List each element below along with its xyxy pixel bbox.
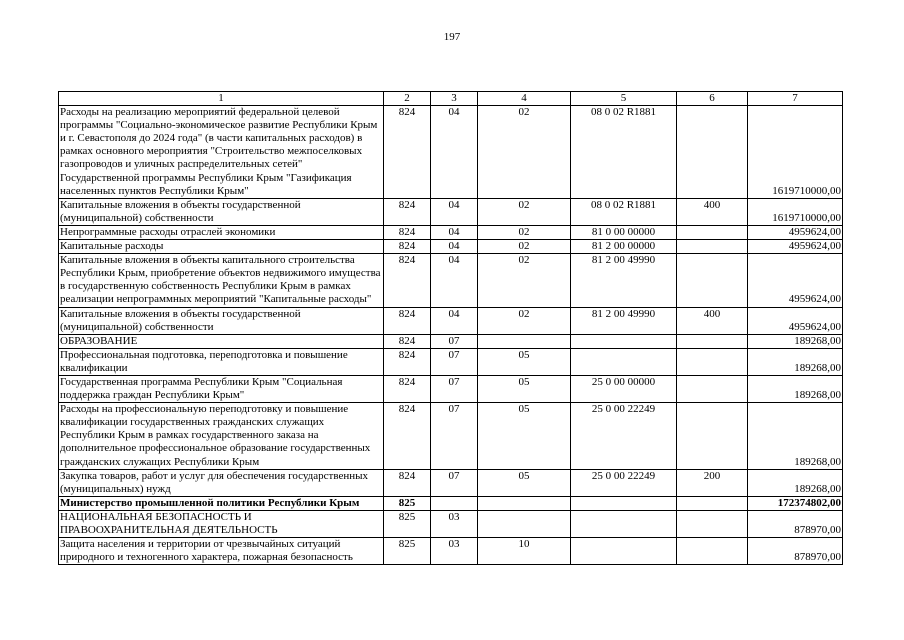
section-code-cell: 04 [431,307,478,334]
target-article-code-cell [571,538,677,565]
amount-cell: 878970,00 [748,538,843,565]
expense-type-code-cell [677,496,748,510]
ministry-code-cell: 824 [384,240,431,254]
amount-cell: 172374802,00 [748,496,843,510]
target-article-code-cell: 25 0 00 22249 [571,403,677,469]
ministry-code-cell: 824 [384,403,431,469]
column-header: 7 [748,92,843,106]
expense-name-cell: НАЦИОНАЛЬНАЯ БЕЗОПАСНОСТЬ И ПРАВООХРАНИТЕЛЬНАЯ ДЕЯТЕЛЬНОСТЬ [59,510,384,537]
target-article-code-cell: 81 2 00 49990 [571,254,677,307]
expense-name-cell: Капитальные вложения в объекты капитального строительства Республики Крым, приобретение объектов недвижимого имущества в государственную собственность Республики Крым в рамках реализации непрограммных мероприятий "Капитальные расходы" [59,254,384,307]
table-row [59,198,843,225]
expense-name-cell: ОБРАЗОВАНИЕ [59,334,384,348]
target-article-code-cell: 25 0 00 00000 [571,375,677,402]
target-article-code-cell: 81 2 00 49990 [571,307,677,334]
section-code-cell: 04 [431,225,478,239]
subsection-code-cell: 05 [478,375,571,402]
expense-name-cell: Расходы на реализацию мероприятий федеральной целевой программы "Социально-экономическое развитие Республики Крым и г. Севастополя до 2024 года" (в части капитальных расходов) в рамках основного мероприятия "Строительство межпоселковых газопроводов и уличных распределительных сетей" Государственной программы Республики Крым "Газификация населенных пунктов Республики Крым" [59,106,384,199]
ministry-code-cell: 824 [384,106,431,199]
section-code-cell: 04 [431,240,478,254]
amount-cell: 189268,00 [748,403,843,469]
target-article-code-cell [571,496,677,510]
expense-type-code-cell [677,348,748,375]
target-article-code-cell: 08 0 02 R1881 [571,106,677,199]
expense-name-cell: Профессиональная подготовка, переподготовка и повышение квалификации [59,348,384,375]
target-article-code-cell [571,334,677,348]
ministry-code-cell: 825 [384,538,431,565]
ministry-code-cell: 825 [384,496,431,510]
column-header: 4 [478,92,571,106]
table-row [59,469,843,496]
subsection-code-cell: 02 [478,254,571,307]
expense-type-code-cell [677,334,748,348]
expense-name-cell: Капитальные вложения в объекты государственной (муниципальной) собственности [59,307,384,334]
table-row [59,307,843,334]
ministry-code-cell: 824 [384,254,431,307]
table-row [59,403,843,469]
expense-name-cell: Закупка товаров, работ и услуг для обеспечения государственных (муниципальных) нужд [59,469,384,496]
target-article-code-cell: 25 0 00 22249 [571,469,677,496]
table-row [59,538,843,565]
amount-cell: 189268,00 [748,334,843,348]
subsection-code-cell [478,334,571,348]
section-code-cell: 07 [431,403,478,469]
expense-type-code-cell [677,240,748,254]
subsection-code-cell: 05 [478,403,571,469]
expense-type-code-cell: 200 [677,469,748,496]
table-row [59,225,843,239]
table-row [59,254,843,307]
table-row [59,496,843,510]
expense-type-code-cell [677,375,748,402]
expense-name-cell: Непрограммные расходы отраслей экономики [59,225,384,239]
target-article-code-cell [571,510,677,537]
ministry-code-cell: 824 [384,307,431,334]
column-header: 2 [384,92,431,106]
section-code-cell: 07 [431,375,478,402]
amount-cell: 4959624,00 [748,225,843,239]
expense-type-code-cell: 400 [677,307,748,334]
table-row [59,348,843,375]
subsection-code-cell: 02 [478,307,571,334]
expense-type-code-cell [677,225,748,239]
amount-cell: 1619710000,00 [748,198,843,225]
expense-type-code-cell: 400 [677,198,748,225]
section-code-cell: 07 [431,469,478,496]
section-code-cell: 04 [431,106,478,199]
column-header: 3 [431,92,478,106]
section-code-cell: 04 [431,254,478,307]
section-code-cell: 07 [431,348,478,375]
table-row [59,106,843,199]
column-header-row [59,92,843,106]
subsection-code-cell: 05 [478,469,571,496]
expense-name-cell: Государственная программа Республики Крым "Социальная поддержка граждан Республики Крым" [59,375,384,402]
section-code-cell [431,496,478,510]
amount-cell: 4959624,00 [748,240,843,254]
ministry-code-cell: 824 [384,348,431,375]
page-number: 197 [443,31,461,43]
amount-cell: 878970,00 [748,510,843,537]
expense-type-code-cell [677,403,748,469]
budget-table [58,91,843,565]
target-article-code-cell: 81 0 00 00000 [571,225,677,239]
amount-cell: 189268,00 [748,348,843,375]
subsection-code-cell: 10 [478,538,571,565]
amount-cell: 189268,00 [748,469,843,496]
amount-cell: 1619710000,00 [748,106,843,199]
target-article-code-cell: 81 2 00 00000 [571,240,677,254]
expense-name-cell: Капитальные вложения в объекты государственной (муниципальной) собственности [59,198,384,225]
subsection-code-cell: 02 [478,198,571,225]
amount-cell: 4959624,00 [748,307,843,334]
section-code-cell: 07 [431,334,478,348]
ministry-code-cell: 824 [384,198,431,225]
expense-type-code-cell [677,254,748,307]
subsection-code-cell: 02 [478,106,571,199]
subsection-code-cell: 05 [478,348,571,375]
amount-cell: 189268,00 [748,375,843,402]
section-code-cell: 03 [431,510,478,537]
target-article-code-cell [571,348,677,375]
column-header: 6 [677,92,748,106]
section-code-cell: 03 [431,538,478,565]
ministry-code-cell: 824 [384,375,431,402]
subsection-code-cell: 02 [478,225,571,239]
table-row [59,334,843,348]
subsection-code-cell: 02 [478,240,571,254]
table-row [59,510,843,537]
table-row [59,375,843,402]
expense-name-cell: Министерство промышленной политики Республики Крым [59,496,384,510]
ministry-code-cell: 824 [384,469,431,496]
ministry-code-cell: 824 [384,334,431,348]
expense-type-code-cell [677,510,748,537]
table-row [59,240,843,254]
expense-name-cell: Капитальные расходы [59,240,384,254]
column-header: 5 [571,92,677,106]
target-article-code-cell: 08 0 02 R1881 [571,198,677,225]
subsection-code-cell [478,496,571,510]
budget-table-body [59,92,843,565]
section-code-cell: 04 [431,198,478,225]
expense-name-cell: Защита населения и территории от чрезвычайных ситуаций природного и техногенного характера, пожарная безопасность [59,538,384,565]
subsection-code-cell [478,510,571,537]
amount-cell: 4959624,00 [748,254,843,307]
expense-name-cell: Расходы на профессиональную переподготовку и повышение квалификации государственных гражданских служащих Республики Крым в рамках государственного заказа на дополнительное профессиональное образование государственных гражданских служащих Республики Крым [59,403,384,469]
expense-type-code-cell [677,106,748,199]
ministry-code-cell: 824 [384,225,431,239]
ministry-code-cell: 825 [384,510,431,537]
column-header: 1 [59,92,384,106]
expense-type-code-cell [677,538,748,565]
